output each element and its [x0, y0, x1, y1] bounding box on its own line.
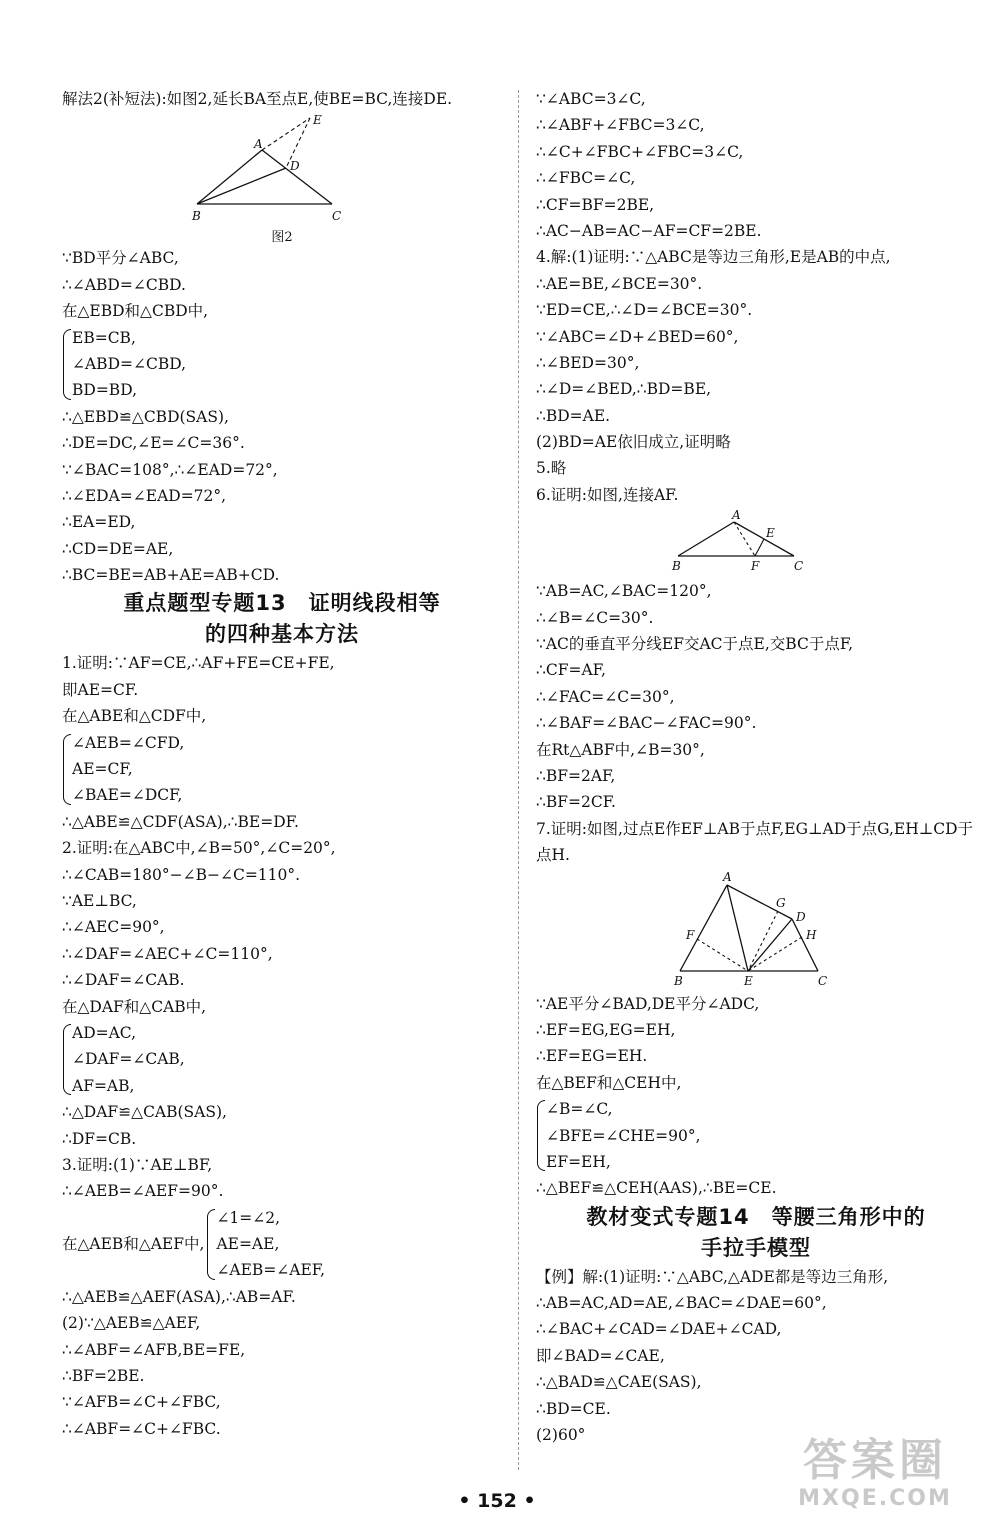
system-line: AD=AC,	[72, 1023, 137, 1042]
text-line: ∴△BAD≌△CAE(SAS),	[536, 1373, 702, 1392]
left-column	[62, 86, 502, 1442]
equation-system-5	[536, 1096, 976, 1175]
fig2-label-e: E	[313, 113, 322, 128]
text-line: ∴CD=DE=AE,	[62, 539, 174, 558]
text-line: ∴∠B=∠C=30°.	[536, 608, 654, 627]
question-7-intro: 7.证明:如图,过点E作EF⊥AB于点F,EG⊥AD于点G,EH⊥CD于点H.	[536, 819, 974, 865]
text-line: 在△DAF和△CAB中,	[62, 997, 207, 1016]
section-heading-14	[536, 1202, 976, 1264]
system-line: ∠B=∠C,	[546, 1100, 613, 1119]
text-line: ∴∠BAC+∠CAD=∠DAE+∠CAD,	[536, 1320, 782, 1339]
watermark-logo	[770, 1436, 980, 1526]
heading-line: 手拉手模型	[701, 1235, 811, 1260]
text-line: 1.证明:∵AF=CE,∴AF+FE=CE+FE,	[62, 654, 335, 673]
text-line: 在Rt△ABF中,∠B=30°,	[536, 740, 705, 759]
fig7-label-f: F	[686, 927, 695, 942]
text-line: ∴△BEF≌△CEH(AAS),∴BE=CE.	[536, 1179, 777, 1198]
equation-system-2	[62, 730, 502, 809]
heading-line: 教材变式专题14 等腰三角形中的	[586, 1204, 926, 1229]
text-line: (2)60°	[536, 1426, 586, 1445]
text-line: ∵∠ABC=3∠C,	[536, 90, 646, 108]
text-line: ∴∠AEB=∠AEF=90°.	[62, 1182, 224, 1201]
figure-2	[62, 112, 502, 245]
heading-line: 的四种基本方法	[205, 622, 359, 647]
fig2-label-a: A	[254, 137, 263, 152]
fig2-label-b: B	[192, 209, 201, 224]
text-line: ∴∠ABF=∠C+∠FBC.	[62, 1419, 221, 1438]
system-prefix: 在△AEB和△AEF中,	[62, 1235, 205, 1254]
text-line: ∵∠ABC=∠D+∠BED=60°,	[536, 327, 739, 346]
equation-system-1	[62, 325, 502, 404]
text-line: ∴CF=BF=2BE,	[536, 195, 655, 214]
text-line: ∴∠EDA=∠EAD=72°,	[62, 486, 227, 505]
system-line: ∠BAE=∠DCF,	[72, 786, 183, 805]
text-line: ∴BD=CE.	[536, 1399, 611, 1418]
text-line: 在△EBD和△CBD中,	[62, 302, 209, 321]
text-line: ∴∠FBC=∠C,	[536, 169, 636, 188]
heading-line: 重点题型专题13 证明线段相等	[123, 591, 441, 616]
fig6-label-f: F	[751, 559, 760, 574]
fig6-label-c: C	[794, 559, 804, 574]
text-line: 5.略	[536, 459, 567, 478]
text-line: ∴AB=AC,AD=AE,∠BAC=∠DAE=60°,	[536, 1294, 827, 1313]
system-line: ∠ABD=∠CBD,	[72, 354, 187, 373]
text-line: ∴EF=EG=EH.	[536, 1047, 648, 1066]
system-line: BD=BD,	[72, 381, 137, 400]
fig7-label-a: A	[723, 869, 732, 884]
figure-7-diagram	[666, 869, 846, 987]
text-line: ∵AB=AC,∠BAC=120°,	[536, 582, 712, 601]
text-line: ∴EF=EG,EG=EH,	[536, 1020, 676, 1039]
text-line: 3.证明:(1)∵AE⊥BF,	[62, 1155, 213, 1174]
text-line: ∴EA=ED,	[62, 513, 136, 532]
system-line: ∠BFE=∠CHE=90°,	[546, 1126, 701, 1145]
fig7-label-b: B	[674, 973, 683, 987]
text-line: ∴∠BAF=∠BAC−∠FAC=90°.	[536, 714, 757, 733]
fig7-label-c: C	[818, 973, 828, 987]
equation-system-4	[206, 1205, 325, 1284]
text-line: ∵AC的垂直平分线EF交AC于点E,交BC于点F,	[536, 635, 854, 654]
fig6-label-e: E	[766, 526, 775, 541]
text-line: ∴∠AEC=90°,	[62, 918, 165, 937]
system-line: ∠AEB=∠AEF,	[216, 1261, 326, 1280]
text-line: ∴∠CAB=180°−∠B−∠C=110°.	[62, 865, 301, 884]
figure-2-caption: 图2	[271, 230, 293, 246]
section-heading-13	[62, 588, 502, 650]
text-line: 4.解:(1)证明:∵△ABC是等边三角形,E是AB的中点,	[536, 248, 891, 267]
text-line: ∴CF=AF,	[536, 661, 606, 680]
text-line: ∵∠AFB=∠C+∠FBC,	[62, 1393, 221, 1412]
text-line: ∴AC−AB=AC−AF=CF=2BE.	[536, 221, 762, 240]
text-line: ∴BF=2BE.	[62, 1367, 145, 1386]
text-line: 6.证明:如图,连接AF.	[536, 485, 679, 504]
equation-system-3	[62, 1020, 502, 1099]
system-line: ∠1=∠2,	[216, 1208, 281, 1227]
text-line: ∴△DAF≌△CAB(SAS),	[62, 1103, 227, 1122]
text-line: ∴∠ABF=∠AFB,BE=FE,	[62, 1340, 246, 1359]
text-line: ∴DE=DC,∠E=∠C=36°.	[62, 434, 245, 453]
fig7-label-h: H	[806, 927, 817, 942]
fig2-label-d: D	[290, 159, 300, 174]
text-line: 即AE=CF.	[62, 680, 139, 699]
system-line: AE=CF,	[72, 760, 133, 779]
fig2-label-c: C	[332, 209, 342, 224]
text-line: ∵AE⊥BC,	[62, 892, 137, 910]
text-line: ∴∠ABF+∠FBC=3∠C,	[536, 116, 705, 135]
text-line: ∴BC=BE=AB+AE=AB+CD.	[62, 566, 280, 585]
text-line: (2)∵△AEB≌△AEF,	[62, 1314, 201, 1333]
text-line: ∴DF=CB.	[62, 1129, 137, 1148]
column-divider	[518, 90, 519, 1470]
text-line: ∴∠FAC=∠C=30°,	[536, 687, 675, 706]
text-line: 2.证明:在△ABC中,∠B=50°,∠C=20°,	[62, 839, 336, 858]
solution-2-intro: 解法2(补短法):如图2,延长BA至点E,使BE=BC,连接DE.	[62, 90, 453, 108]
text-line: ∴BF=2CF.	[536, 793, 616, 812]
page-number: • 152 •	[458, 1490, 536, 1512]
watermark-top: 答案圈	[803, 1435, 947, 1486]
system-line: AE=AE,	[216, 1235, 280, 1254]
inline-system-row	[62, 1205, 502, 1284]
text-line: ∴∠ABD=∠CBD.	[62, 275, 186, 294]
fig7-label-g: G	[776, 895, 786, 910]
text-line: ∴∠BED=30°,	[536, 353, 640, 372]
figure-2-diagram	[182, 112, 382, 224]
system-line: EB=CB,	[72, 328, 136, 347]
watermark-bottom: MXQE.COM	[798, 1486, 952, 1511]
text-line: ∴BD=AE.	[536, 406, 611, 425]
figure-6	[536, 508, 976, 578]
fig6-label-b: B	[672, 559, 681, 574]
text-line: 在△BEF和△CEH中,	[536, 1073, 682, 1092]
text-line: (2)BD=AE依旧成立,证明略	[536, 433, 731, 452]
text-line: ∴△ABE≌△CDF(ASA),∴BE=DF.	[62, 812, 299, 831]
system-line: ∠AEB=∠CFD,	[72, 733, 185, 752]
text-line: ∵∠BAC=108°,∴∠EAD=72°,	[62, 460, 278, 479]
text-line: ∴BF=2AF,	[536, 766, 616, 785]
text-line: ∴∠DAF=∠AEC+∠C=110°,	[62, 944, 273, 963]
text-line: ∴AE=BE,∠BCE=30°.	[536, 274, 703, 293]
text-line: ∴∠C+∠FBC+∠FBC=3∠C,	[536, 142, 744, 161]
fig6-label-a: A	[732, 508, 741, 523]
text-line: 即∠BAD=∠CAE,	[536, 1346, 665, 1365]
text-line: 【例】解:(1)证明:∵△ABC,△ADE都是等边三角形,	[536, 1267, 889, 1286]
text-line: ∴△AEB≌△AEF(ASA),∴AB=AF.	[62, 1287, 296, 1306]
system-line: ∠DAF=∠CAB,	[72, 1050, 185, 1069]
figure-6-diagram	[666, 508, 846, 574]
fig7-label-d: D	[796, 909, 806, 924]
figure-7	[536, 869, 976, 991]
right-column	[536, 86, 976, 1448]
system-line: AF=AB,	[72, 1076, 135, 1095]
fig7-label-e: E	[744, 973, 753, 987]
text-line: ∵AE平分∠BAD,DE平分∠ADC,	[536, 994, 760, 1013]
text-line: ∴△EBD≌△CBD(SAS),	[62, 407, 229, 426]
text-line: ∵BD平分∠ABC,	[62, 249, 179, 268]
text-line: 在△ABE和△CDF中,	[62, 707, 207, 726]
text-line: ∴∠DAF=∠CAB.	[62, 971, 185, 990]
system-line: EF=EH,	[546, 1152, 611, 1171]
text-line: ∵ED=CE,∴∠D=∠BCE=30°.	[536, 301, 753, 320]
text-line: ∴∠D=∠BED,∴BD=BE,	[536, 380, 712, 399]
